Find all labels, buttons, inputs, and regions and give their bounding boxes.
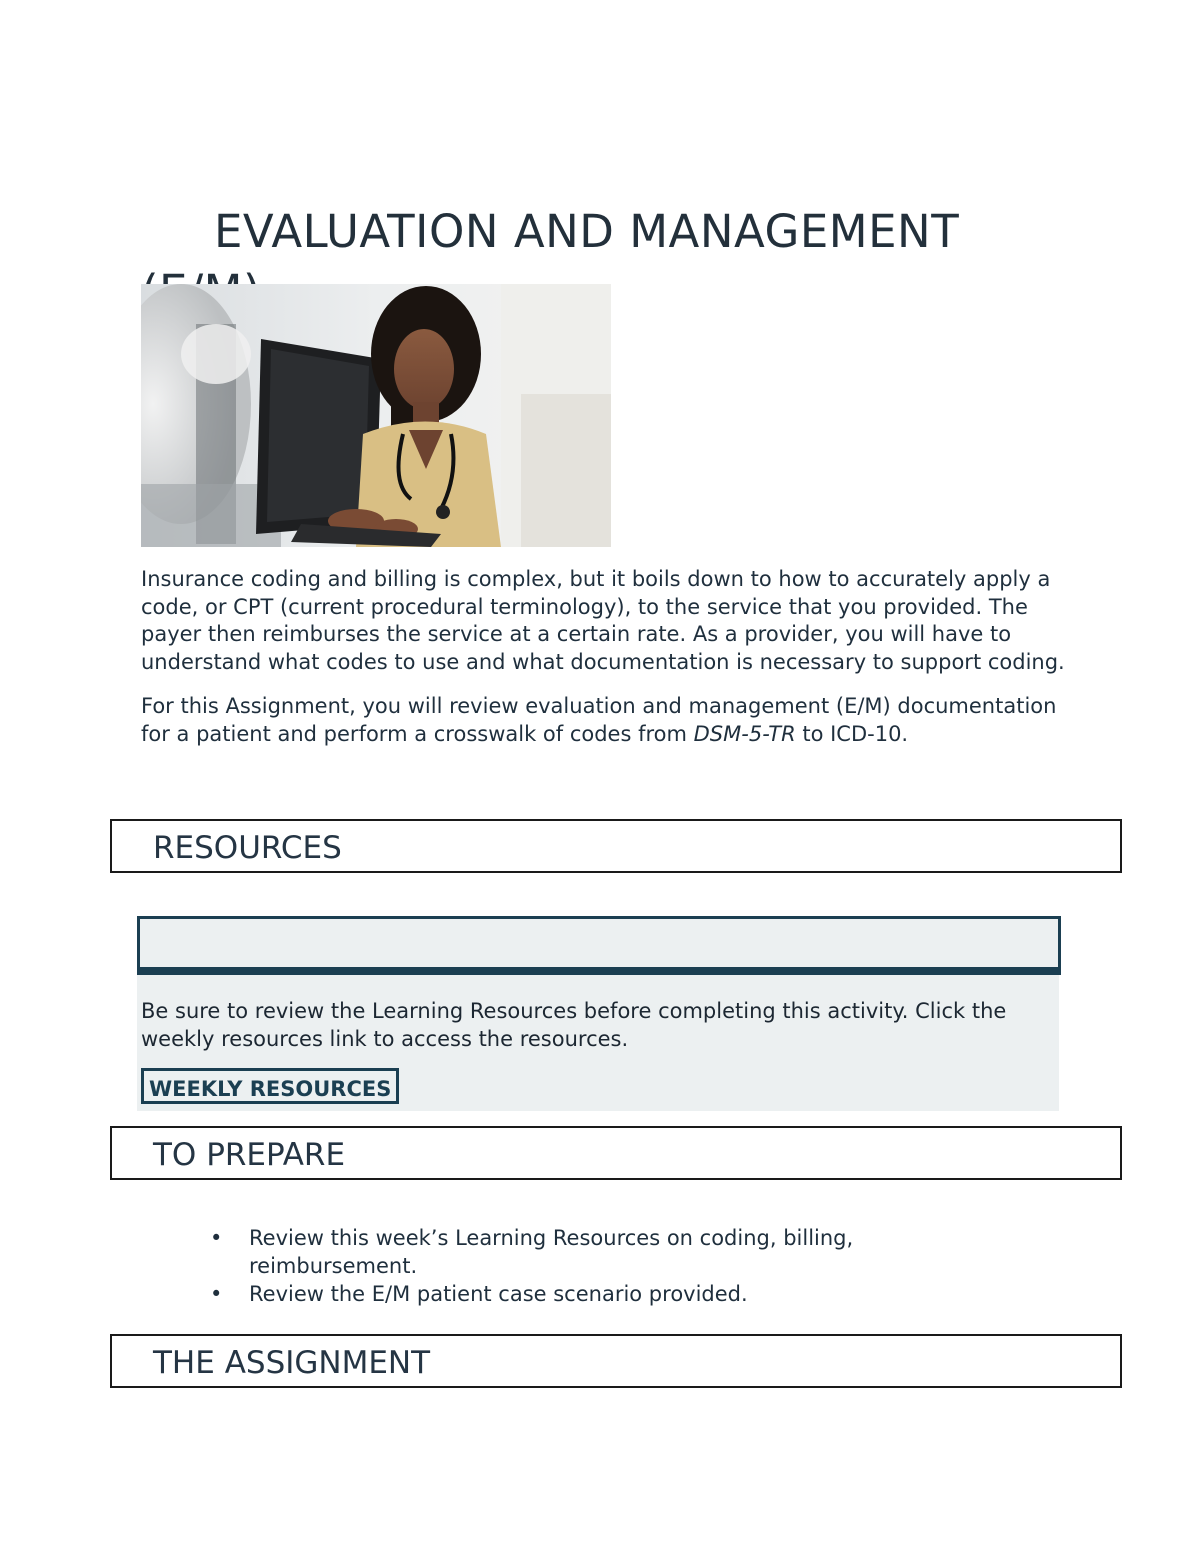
weekly-resources-button[interactable]: WEEKLY RESOURCES [141,1068,399,1104]
hero-image [141,284,611,547]
resources-heading: RESOURCES [153,830,342,866]
intro-text [141,566,1071,765]
intro-paragraph: Insurance coding and billing is complex, but it boils down to how to accurately apply a code, or CPT (current procedural terminology), to the service that you provided. The payer then reimburses the service at a certain rate. As a provider, you will have to understand what codes to use and what documentation is necessary to support coding. [141,567,1065,674]
resources-instructions: Be sure to review the Learning Resources before completing this activity. Click the weekly resources link to access the resources. [141,999,1007,1051]
to-prepare-list [210,1224,1010,1308]
to-prepare-heading-box [110,1126,1122,1180]
list-item: • Review this week’s Learning Resources on coding, billing, reimbursement. [210,1226,854,1278]
to-prepare-heading: TO PREPARE [153,1137,346,1173]
dsm-reference: DSM-5-TR [693,721,796,746]
clinician-photo [141,284,611,547]
resources-heading-box [110,819,1122,873]
resources-panel-header [137,916,1061,975]
bullet-icon: • [210,1282,223,1306]
list-item: • Review the E/M patient case scenario provided. [210,1282,748,1306]
assignment-overview-paragraph: For this Assignment, you will review evaluation and management (E/M) documentation for a patient and perform a crosswalk of codes from DSM-5-TR to ICD-10. [141,694,1057,746]
resources-panel [137,916,1059,1111]
assignment-heading-box [110,1334,1122,1388]
bullet-icon: • [210,1226,223,1250]
page-title: EVALUATION AND MANAGEMENT [214,205,960,259]
assignment-heading: THE ASSIGNMENT [153,1345,431,1381]
